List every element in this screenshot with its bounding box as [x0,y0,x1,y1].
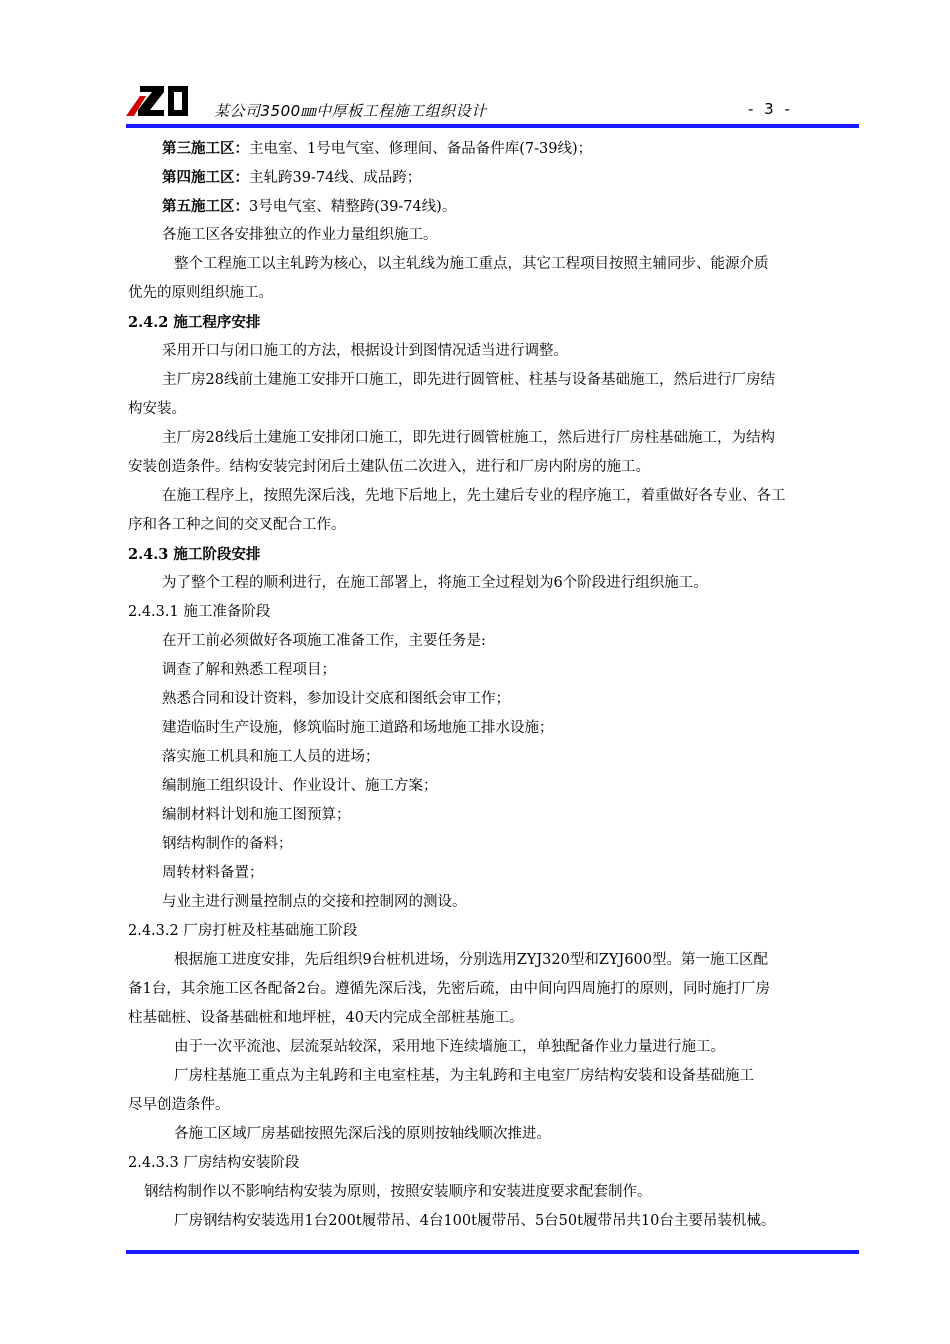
paragraph: 根据施工进度安排，先后组织9台桩机进场，分别选用ZYJ320型和ZYJ600型。第一施工区配 [174,952,768,968]
company-logo [126,80,190,118]
paragraph: 钢结构制作以不影响结构安装为原则，按照安装顺序和安装进度要求配套制作。 [144,1184,652,1200]
subsection-heading-2-4-3-3: 2.4.3.3 厂房结构安装阶段 [128,1155,300,1171]
subsection-heading-2-4-3-1: 2.4.3.1 施工准备阶段 [128,604,271,620]
subsection-heading-2-4-3-2: 2.4.3.2 厂房打桩及柱基础施工阶段 [128,923,358,939]
paragraph: 各施工区域厂房基础按照先深后浅的原则按轴线顺次推进。 [174,1126,551,1142]
zone-3: 第三施工区：主电室、1号电气室、修理间、备品备件库(7-39线)； [162,140,593,157]
paragraph: 在施工程序上，按照先深后浅，先地下后地上，先土建后专业的程序施工，着重做好各专业、各工 [162,488,786,504]
zone-5: 第五施工区：3号电气室、精整跨(39-74线)。 [162,198,457,215]
paragraph: 各施工区各安排独立的作业力量组织施工。 [162,227,438,243]
footer-rule [126,1250,859,1254]
paragraph: 安装创造条件。结构安装完封闭后土建队伍二次进入，进行和厂房内附房的施工。 [128,459,650,475]
list-item: 与业主进行测量控制点的交接和控制网的测设。 [162,894,467,910]
list-item: 周转材料备置； [162,865,264,881]
paragraph: 主厂房28线后土建施工安排闭口施工，即先进行圆管桩施工，然后进行厂房柱基础施工，为结构 [162,430,775,446]
header-rule [126,124,859,128]
paragraph: 序和各工种之间的交叉配合工作。 [128,517,346,533]
document-body [128,134,852,1236]
paragraph: 备1台，其余施工区各配备2台。遵循先深后浅，先密后疏，由中间向四周施打的原则，同时施打厂房 [128,981,770,997]
paragraph: 柱基础桩、设备基础桩和地坪桩，40天内完成全部桩基施工。 [128,1010,524,1026]
list-item: 钢结构制作的备料； [162,836,293,852]
paragraph: 采用开口与闭口施工的方法，根据设计到图情况适当进行调整。 [162,343,568,359]
paragraph: 厂房钢结构安装选用1台200t履带吊、4台100t履带吊、5台50t履带吊共10台主要吊装机械。 [174,1213,776,1229]
paragraph: 整个工程施工以主轧跨为核心，以主轧线为施工重点，其它工程项目按照主辅同步、能源介质 [174,256,769,272]
paragraph: 为了整个工程的顺利进行，在施工部署上，将施工全过程划为6个阶段进行组织施工。 [162,575,708,591]
list-item: 熟悉合同和设计资料，参加设计交底和图纸会审工作； [162,691,510,707]
section-heading-2-4-2: 2.4.2 施工程序安排 [128,314,261,331]
paragraph: 厂房柱基施工重点为主轧跨和主电室柱基，为主轧跨和主电室厂房结构安装和设备基础施工 [174,1068,754,1084]
paragraph: 尽早创造条件。 [128,1097,230,1113]
paragraph: 在开工前必须做好各项施工准备工作，主要任务是: [162,633,486,649]
document-title: 某公司3500㎜中厚板工程施工组织设计 [214,102,487,120]
list-item: 落实施工机具和施工人员的进场； [162,749,380,765]
zone-4: 第四施工区：主轧跨39-74线、成品跨； [162,169,422,186]
list-item: 编制施工组织设计、作业设计、施工方案； [162,778,438,794]
section-heading-2-4-3: 2.4.3 施工阶段安排 [128,546,261,563]
paragraph: 主厂房28线前土建施工安排开口施工，即先进行圆管桩、柱基与设备基础施工，然后进行厂房结 [162,372,775,388]
list-item: 编制材料计划和施工图预算； [162,807,351,823]
page-number: - 3 - [748,100,793,118]
paragraph: 优先的原则组织施工。 [128,285,273,301]
paragraph: 由于一次平流池、层流泵站较深，采用地下连续墙施工，单独配备作业力量进行施工。 [174,1039,725,1055]
list-item: 建造临时生产设施，修筑临时施工道路和场地施工排水设施； [162,720,554,736]
list-item: 调查了解和熟悉工程项目； [162,662,336,678]
paragraph: 构安装。 [128,401,186,417]
